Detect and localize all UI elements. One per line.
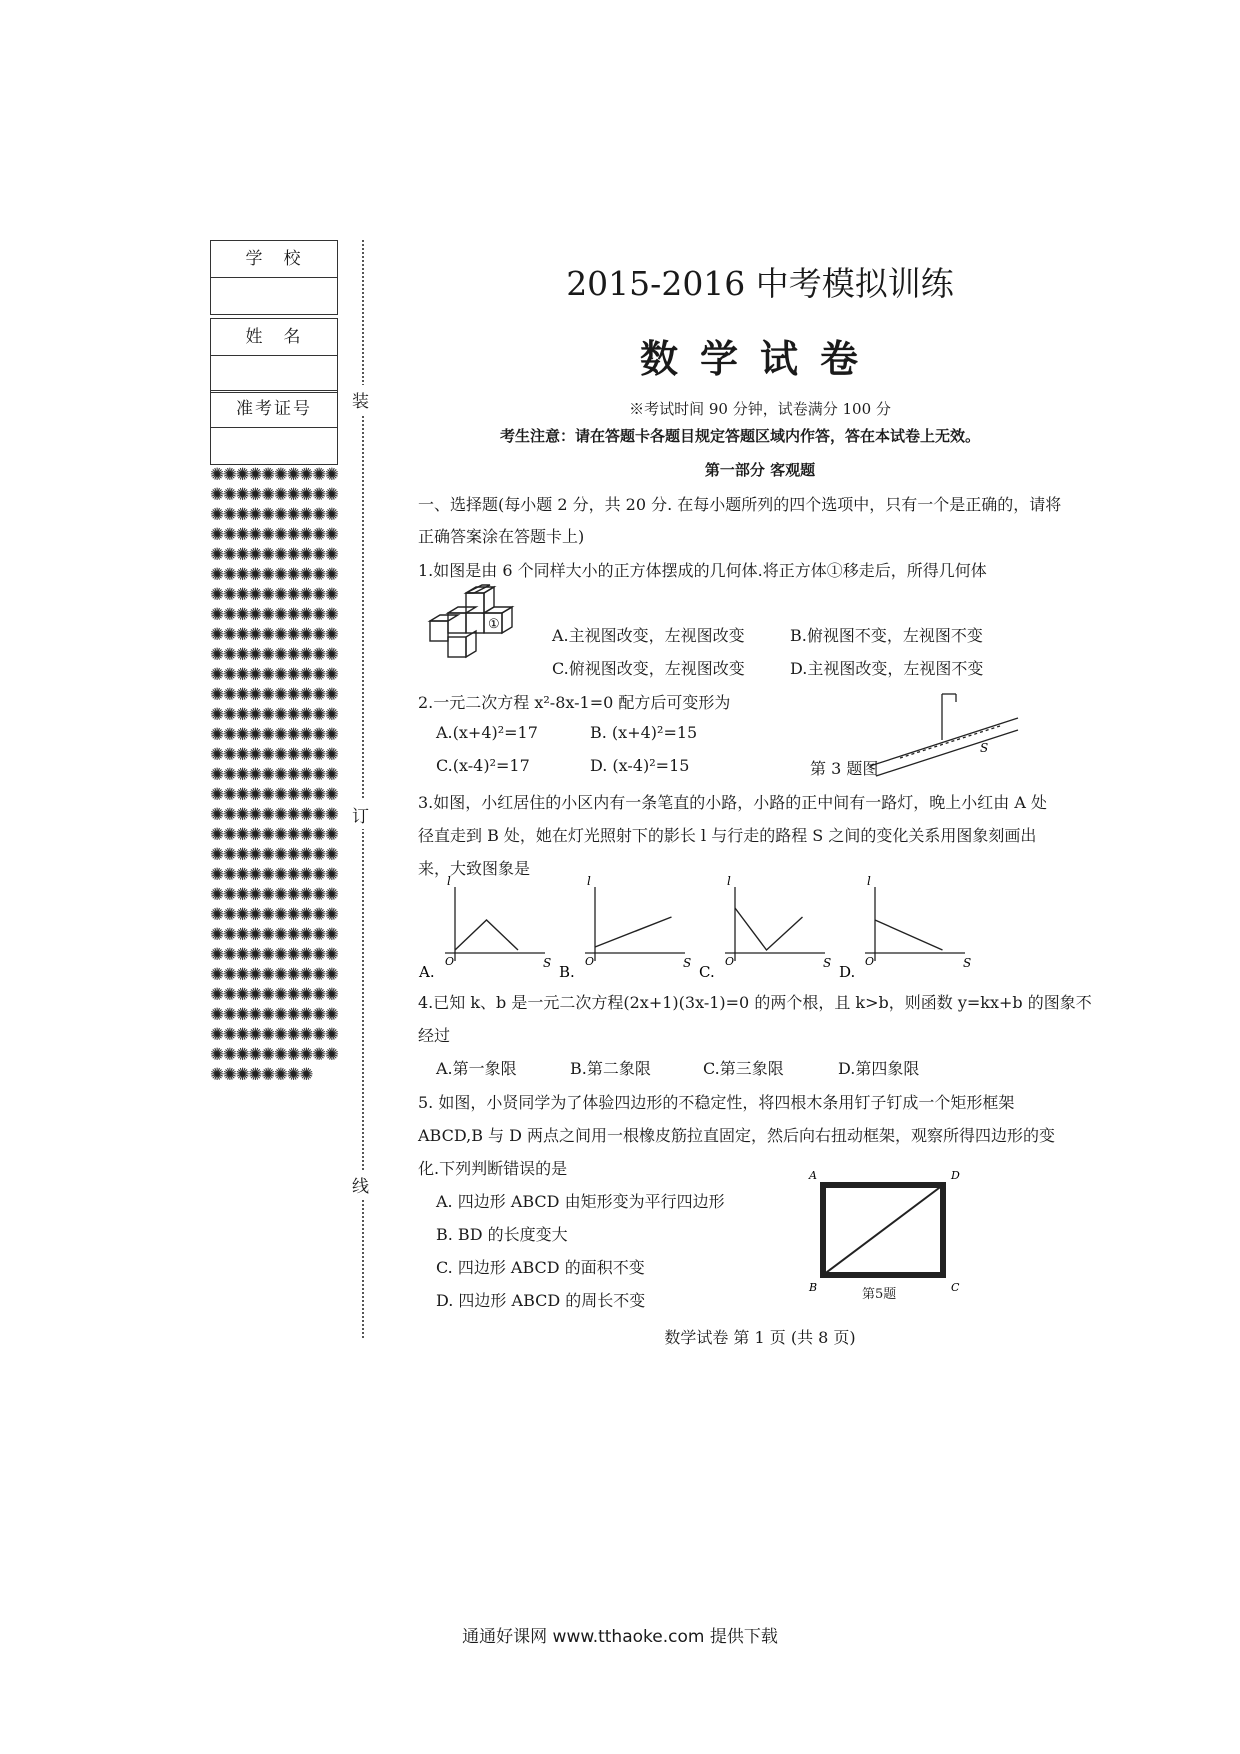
q4-option-b: B.第二象限	[570, 1059, 651, 1078]
q5-line3: 化.下列判断错误的是	[418, 1159, 568, 1178]
q1-option-c: C.俯视图改变，左视图改变	[552, 659, 745, 678]
section1-intro-line2: 正确答案涂在答题卡上)	[418, 527, 585, 546]
q3-line3: 来，大致图象是	[418, 859, 531, 878]
q3-graph-b-curve	[595, 917, 672, 947]
q2-option-b: B. (x+4)²=15	[590, 723, 698, 742]
q3-graph-b-letter: B.	[559, 963, 575, 981]
bind-char-xian: 线	[352, 1170, 369, 1199]
q3-graph-a-y-label: l	[447, 874, 451, 888]
school-field[interactable]	[211, 278, 337, 314]
exam-title: 2015-2016 中考模拟训练	[566, 264, 954, 303]
q4-option-d: D.第四象限	[838, 1059, 920, 1078]
exam-no-field[interactable]	[211, 428, 337, 464]
q3-graph-b-y-label: l	[587, 874, 591, 888]
name-box	[210, 318, 338, 393]
q5-line2: ABCD,B 与 D 两点之间用一根橡皮筋拉直固定，然后向右扭动框架，观察所得四边形的变	[418, 1126, 1056, 1145]
decorative-sun-pattern: ✺✺✺✺✺✺✺✺✺✺✺✺✺✺✺✺✺✺✺✺✺✺✺✺✺✺✺✺✺✺✺✺✺✺✺✺✺✺✺✺✺✺✺✺✺✺✺✺✺✺✺✺✺✺✺✺✺✺✺✺✺✺✺✺✺✺✺✺✺✺✺✺✺✺✺✺✺✺✺✺✺✺✺✺✺✺✺✺✺✺✺✺✺✺✺✺✺✺✺✺✺✺✺✺✺✺✺✺✺✺✺✺✺✺✺✺✺✺✺✺✺✺✺✺✺✺✺✺✺✺✺✺✺✺✺✺✺✺✺✺✺✺✺✺✺✺✺✺✺✺✺✺✺✺✺✺✺✺✺✺✺✺✺✺✺✺✺✺✺✺✺✺✺✺✺✺✺✺✺✺✺✺✺✺✺✺✺✺✺✺✺✺✺✺✺✺✺✺✺✺✺✺✺✺✺✺✺✺✺✺✺✺✺✺✺✺✺✺✺✺✺✺✺✺✺✺✺✺✺✺✺✺✺✺✺✺✺✺✺✺✺✺✺✺✺✺✺✺✺✺✺✺✺✺✺✺✺✺✺✺✺✺✺✺✺✺✺✺✺✺✺✺✺✺✺✺✺✺✺✺✺✺✺✺✺✺✺✺✺✺✺✺✺✺✺✺✺✺✺✺✺✺✺✺✺✺✺✺	[210, 465, 338, 1085]
q5-vertex-a: A	[809, 1169, 817, 1182]
q4-option-a: A.第一象限	[436, 1059, 517, 1078]
q5-vertex-d: D	[951, 1169, 960, 1182]
q5-line1: 5. 如图，小贤同学为了体验四边形的不稳定性，将四根木条用钉子钉成一个矩形框架	[418, 1093, 1015, 1112]
q3-graph-d-letter: D.	[839, 963, 856, 981]
q2-option-c: C.(x-4)²=17	[436, 756, 530, 775]
name-field[interactable]	[211, 356, 337, 392]
bind-char-zhuang: 装	[352, 385, 369, 414]
q3-graph-c-x-label: S	[823, 956, 832, 970]
page-footer: 数学试卷 第 1 页 (共 8 页)	[664, 1328, 856, 1347]
exam-no-box	[210, 390, 338, 465]
q5-option-b: B. BD 的长度变大	[436, 1225, 568, 1244]
q5-vertex-c: C	[951, 1281, 960, 1294]
q1-option-a: A.主视图改变，左视图改变	[552, 626, 745, 645]
q1-cube-label: ①	[488, 617, 500, 632]
exam-subtitle: 数学试卷	[639, 336, 880, 381]
q5-option-c: C. 四边形 ABCD 的面积不变	[436, 1258, 645, 1277]
q1-option-d: D.主视图改变，左视图不变	[790, 659, 984, 678]
q3-graph-d-curve	[875, 920, 943, 950]
q5-vertex-b: B	[809, 1281, 818, 1294]
q4-line2: 经过	[418, 1026, 451, 1045]
exam-notice: 考生注意：请在答题卡各题目规定答题区域内作答，答在本试卷上无效。	[499, 427, 980, 445]
q3-graph-a-origin: O	[445, 955, 455, 968]
q3-line2: 径直走到 B 处，她在灯光照射下的影长 l 与行走的路程 S 之间的变化关系用图象刻画出	[418, 826, 1037, 845]
school-box	[210, 240, 338, 315]
q1-option-b: B.俯视图不变，左视图不变	[790, 626, 983, 645]
q4-option-c: C.第三象限	[703, 1059, 784, 1078]
school-label: 学 校	[211, 241, 337, 278]
name-label: 姓 名	[211, 319, 337, 356]
q4-line1: 4.已知 k、b 是一元二次方程(2x+1)(3x-1)=0 的两个根，且 k>b，则函数 y=kx+b 的图象不	[418, 993, 1092, 1012]
q5-fig-label: 第5题	[862, 1287, 897, 1302]
q3-fig-label: 第 3 题图	[810, 759, 879, 778]
q1-cube-figure	[430, 585, 540, 685]
section1-intro-line1: 一、选择题(每小题 2 分，共 20 分. 在每小题所列的四个选项中，只有一个是正确的，请将	[418, 495, 1062, 514]
q2-stem: 2.一元二次方程 x²-8x-1=0 配方后可变形为	[418, 693, 731, 712]
q3-fig-s-label: S	[980, 741, 989, 755]
q3-line1: 3.如图，小红居住的小区内有一条笔直的小路，小路的正中间有一路灯，晚上小红由 A 处	[418, 793, 1047, 812]
q3-graph-a-x-label: S	[543, 956, 552, 970]
q3-graph-c-letter: C.	[699, 963, 715, 981]
q3-graph-d-origin: O	[865, 955, 875, 968]
q3-graphs	[419, 874, 990, 985]
q5-option-a: A. 四边形 ABCD 由矩形变为平行四边形	[436, 1192, 725, 1211]
q3-graph-c-origin: O	[725, 955, 735, 968]
bind-char-ding: 订	[352, 800, 369, 829]
q3-graph-b-x-label: S	[683, 956, 692, 970]
q3-graph-a-curve	[455, 920, 518, 950]
q1-stem: 1.如图是由 6 个同样大小的正方体摆成的几何体.将正方体①移走后，所得几何体	[418, 561, 987, 580]
site-footer: 通通好课网 www.tthaoke.com 提供下载	[462, 1627, 778, 1647]
q2-option-d: D. (x-4)²=15	[590, 756, 690, 775]
q5-option-d: D. 四边形 ABCD 的周长不变	[436, 1291, 646, 1310]
q3-graph-c-y-label: l	[727, 874, 731, 888]
q3-graph-d-x-label: S	[963, 956, 972, 970]
q3-graph-b-origin: O	[585, 955, 595, 968]
exam-no-label: 准考证号	[211, 391, 337, 428]
part-title: 第一部分 客观题	[704, 461, 816, 479]
time-note: ※考试时间 90 分钟，试卷满分 100 分	[629, 400, 891, 418]
q3-graph-d-y-label: l	[867, 874, 871, 888]
q3-lamp-figure	[870, 690, 1020, 780]
q3-graph-c-curve	[735, 908, 803, 950]
q3-graph-a-letter: A.	[419, 963, 435, 981]
q2-option-a: A.(x+4)²=17	[436, 723, 538, 742]
